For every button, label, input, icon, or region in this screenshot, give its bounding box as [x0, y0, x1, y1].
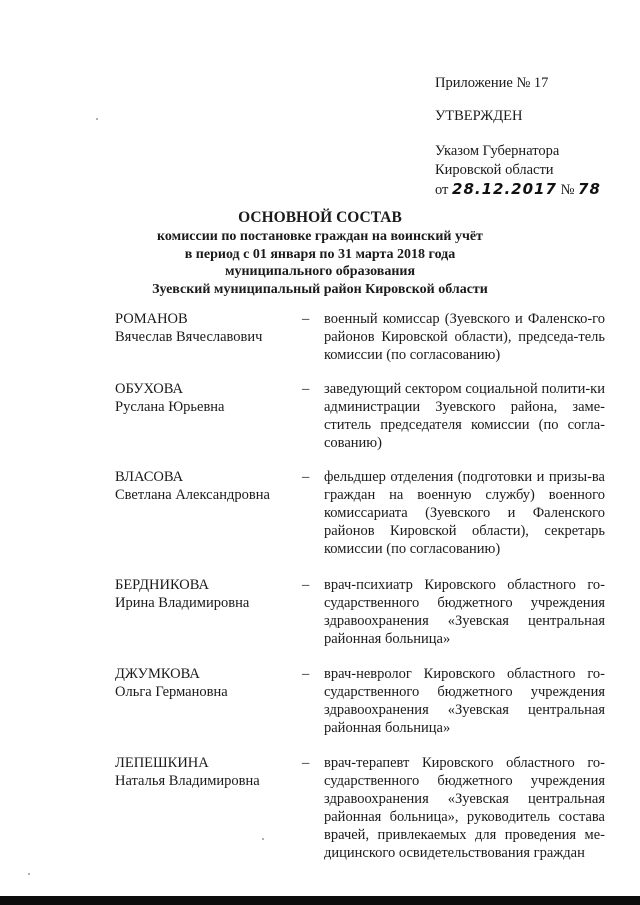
dash-separator: –: [302, 755, 310, 771]
commission-members-list: [115, 310, 605, 862]
member-surname: БЕРДНИКОВА: [115, 577, 210, 593]
dash-separator: –: [302, 577, 310, 593]
member-name: [115, 468, 302, 558]
member-surname: ВЛАСОВА: [115, 469, 184, 485]
member-row: [115, 310, 605, 364]
member-row: [115, 380, 605, 452]
dash-separator: –: [302, 666, 310, 682]
decree-line-2: Кировской области: [435, 162, 554, 178]
member-surname: РОМАНОВ: [115, 311, 188, 327]
handwritten-date: 28.12.2017: [452, 180, 557, 198]
dash-separator: –: [302, 381, 310, 397]
member-given-names: Ольга Германовна: [115, 684, 228, 700]
member-given-names: Руслана Юрьевна: [115, 399, 225, 415]
member-role: военный комиссар (Зуевского и Фаленско-го районов Кировской области), председа-тель комиссии (по согласованию): [324, 311, 605, 363]
member-row: [115, 576, 605, 648]
member-role: врач-психиатр Кировского областного го-сударственного бюджетного учреждения здравоохранения «Зуевская центральная районная больница»: [324, 577, 605, 647]
member-role: врач-терапевт Кировского областного го-сударственного бюджетного учреждения здравоохранения «Зуевская центральная районная больница», руководитель состава врачей, привлекаемых для проведения ме-дицинского освидетельствования граждан: [324, 755, 605, 861]
member-surname: ДЖУМКОВА: [115, 666, 200, 682]
member-role: фельдшер отделения (подготовки и призы-ва граждан на военную службу) военного комиссариата (Зуевского и Фаленского районов Кировской области), секретарь комиссии (по согласованию): [324, 469, 605, 557]
member-given-names: Вячеслав Вячеславович: [115, 329, 263, 345]
scan-speck: [262, 838, 264, 840]
member-name: [115, 576, 302, 648]
dash-separator: –: [302, 311, 310, 327]
title-line-2: комиссии по постановке граждан на воинский учёт: [157, 229, 483, 244]
date-prefix: от: [435, 182, 449, 198]
member-given-names: Наталья Владимировна: [115, 773, 260, 789]
member-surname: ЛЕПЕШКИНА: [115, 755, 209, 771]
member-given-names: Ирина Владимировна: [115, 595, 250, 611]
title-line-5: Зуевский муниципальный район Кировской области: [152, 281, 488, 297]
approval-block: [435, 74, 601, 200]
member-name: [115, 380, 302, 452]
handwritten-number: 78: [578, 180, 601, 198]
scan-speck: [96, 118, 98, 120]
member-name: [115, 754, 302, 862]
member-row: [115, 665, 605, 737]
decree-line-1: Указом Губернатора: [435, 143, 560, 159]
document-title-block: [0, 208, 640, 298]
decree-date-line: [435, 180, 601, 200]
document-title: ОСНОВНОЙ СОСТАВ: [238, 209, 402, 226]
member-surname: ОБУХОВА: [115, 381, 183, 397]
number-prefix: №: [560, 182, 575, 198]
member-name: [115, 665, 302, 737]
approved-stamp-text: УТВЕРЖДЕН: [435, 108, 523, 124]
member-row: [115, 754, 605, 862]
appendix-number: Приложение № 17: [435, 75, 549, 91]
member-role: заведующий сектором социальной полити-ки администрации Зуевского района, заме-ститель председателя комиссии (по согла-сованию): [324, 381, 605, 451]
scan-bottom-border: [0, 896, 640, 905]
member-name: [115, 310, 302, 364]
member-row: [115, 468, 605, 558]
member-given-names: Светлана Александровна: [115, 487, 270, 503]
member-role: врач-невролог Кировского областного го-сударственного бюджетного учреждения здравоохранения «Зуевская центральная районная больница»: [324, 666, 605, 736]
title-line-4: муниципального образования: [224, 264, 416, 279]
dash-separator: –: [302, 469, 310, 485]
title-line-3: в период с 01 января по 31 марта 2018 года: [184, 246, 456, 262]
scan-speck: [28, 873, 30, 875]
